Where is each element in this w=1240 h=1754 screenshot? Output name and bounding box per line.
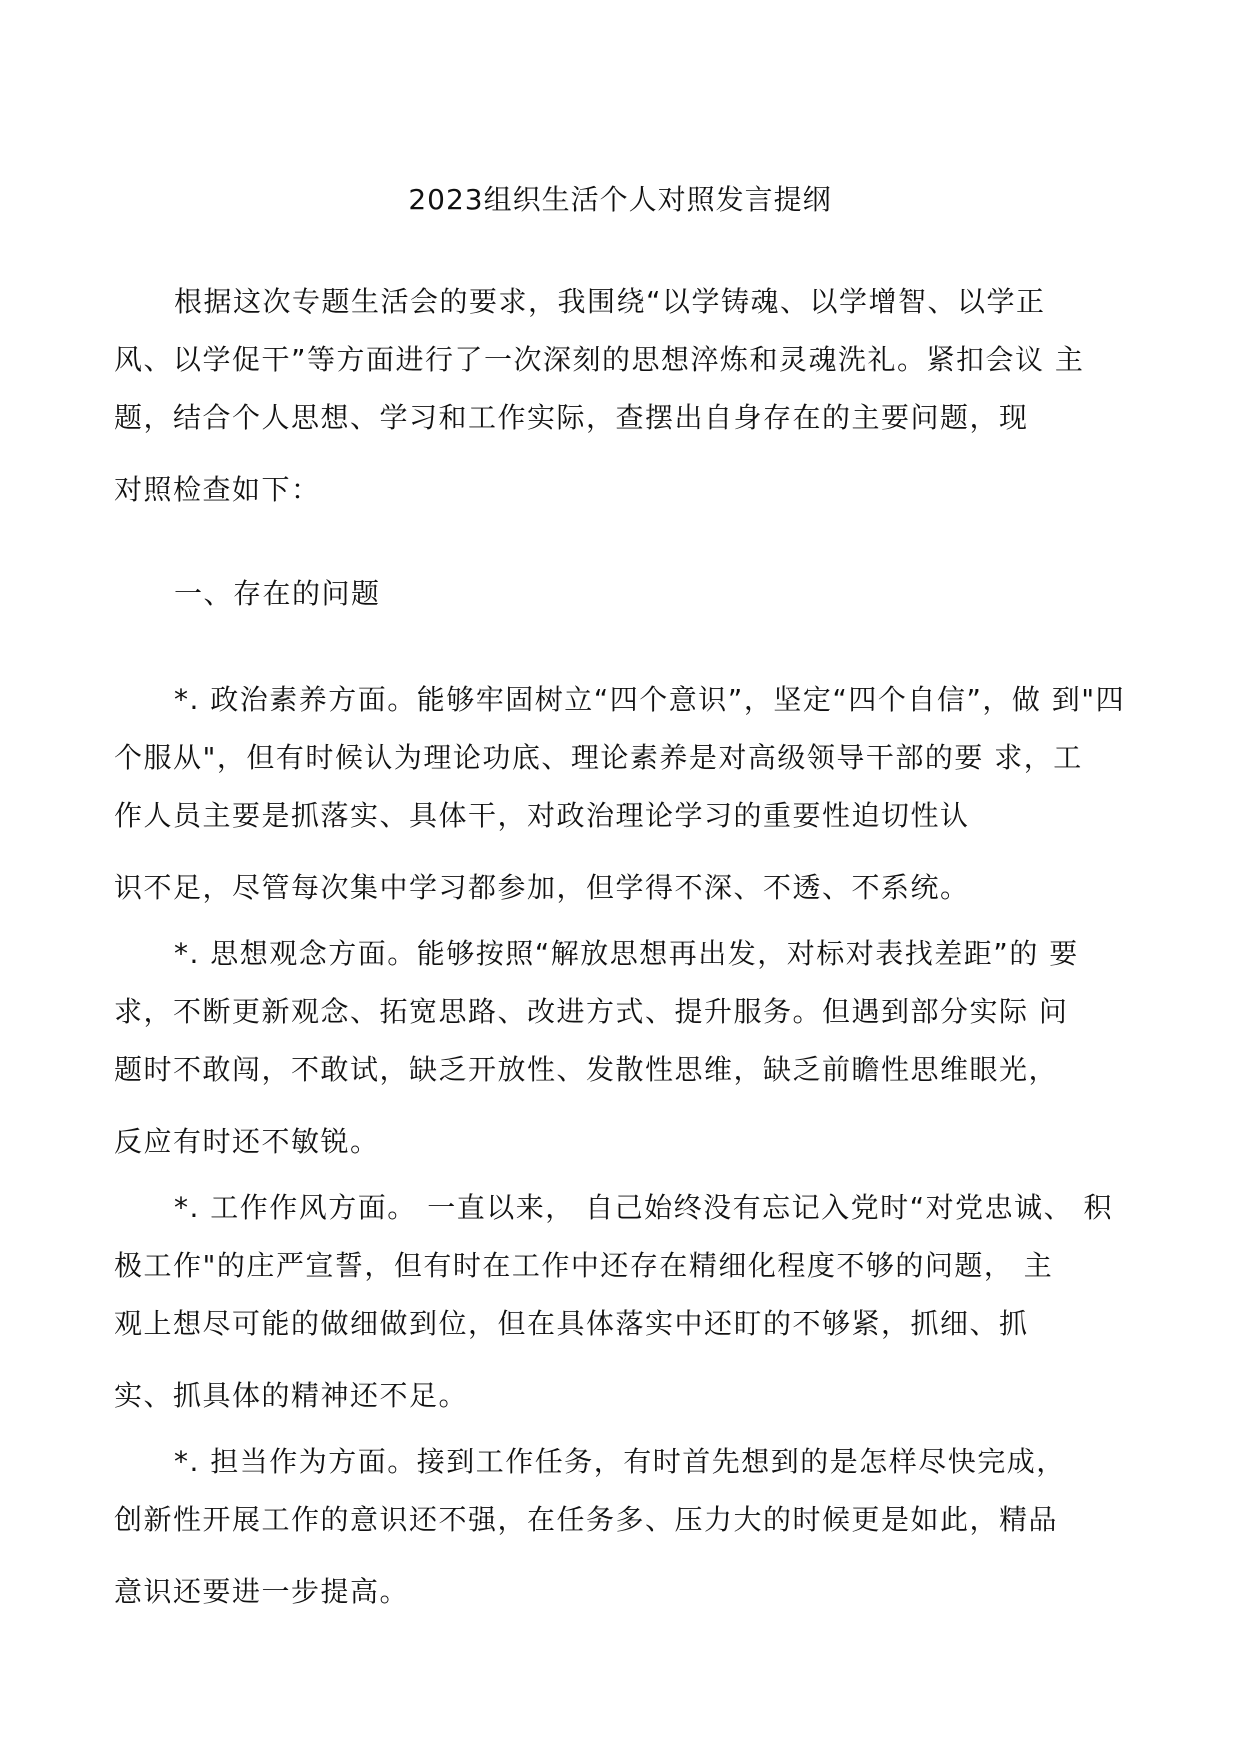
paragraph-line: 个服从"，但有时候认为理论功底、理论素养是对高级领导干部的要 求，工 xyxy=(114,741,1083,774)
paragraph-line: 意识还要进一步提高。 xyxy=(114,1575,410,1608)
paragraph-line: 实、抓具体的精神还不足。 xyxy=(114,1379,469,1412)
paragraph-line: 对照检查如下： xyxy=(114,473,321,506)
paragraph-line: *. 政治素养方面。能够牢固树立“四个意识”，坚定“四个自信”，做 到"四 xyxy=(174,683,1126,716)
paragraph-line: 题，结合个人思想、学习和工作实际，查摆出自身存在的主要问题，现 xyxy=(114,401,1029,434)
paragraph-line: 风、以学促干”等方面进行了一次深刻的思想淬炼和灵魂洗礼。紧扣会议 主 xyxy=(114,343,1085,376)
paragraph-line: 根据这次专题生活会的要求，我围绕“以学铸魂、以学增智、以学正 xyxy=(174,285,1046,318)
paragraph-line: 题时不敢闯，不敢试，缺乏开放性、发散性思维，缺乏前瞻性思维眼光， xyxy=(114,1053,1059,1086)
paragraph-line: *. 思想观念方面。能够按照“解放思想再出发，对标对表找差距”的 要 xyxy=(174,937,1079,970)
paragraph-line: 观上想尽可能的做细做到位，但在具体落实中还盯的不够紧，抓细、抓 xyxy=(114,1307,1029,1340)
document-title: 2023组织生活个人对照发言提纲 xyxy=(408,183,832,216)
paragraph-line: *. 担当作为方面。接到工作任务，有时首先想到的是怎样尽快完成， xyxy=(174,1445,1066,1478)
paragraph-line: 反应有时还不敏锐。 xyxy=(114,1125,380,1158)
paragraph-line: 作人员主要是抓落实、具体干，对政治理论学习的重要性迫切性认 xyxy=(114,799,970,832)
paragraph-line: 创新性开展工作的意识还不强，在任务多、压力大的时候更是如此，精品 xyxy=(114,1503,1059,1536)
paragraph-line: 极工作"的庄严宣誓，但有时在工作中还存在精细化程度不够的问题， 主 xyxy=(114,1249,1054,1282)
paragraph-line: 求，不断更新观念、拓宽思路、改进方式、提升服务。但遇到部分实际 问 xyxy=(114,995,1069,1028)
section-heading: 一、存在的问题 xyxy=(174,577,381,610)
paragraph-line: 识不足，尽管每次集中学习都参加，但学得不深、不透、不系统。 xyxy=(114,871,970,904)
paragraph-line: *. 工作作风方面。 一直以来， 自己始终没有忘记入党时“对党忠诚、 积 xyxy=(174,1191,1114,1224)
